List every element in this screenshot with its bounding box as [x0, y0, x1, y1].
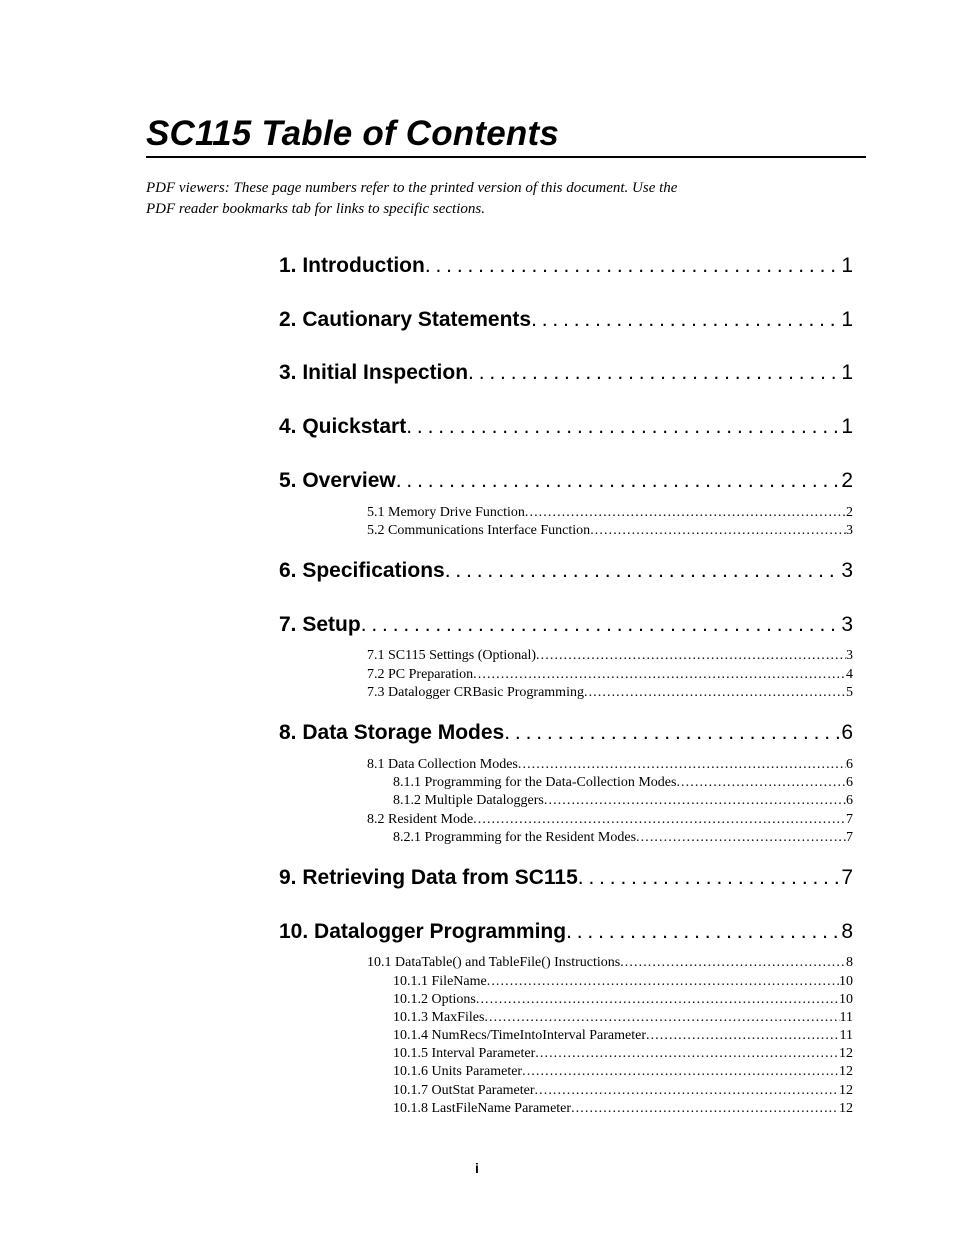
dot-leader	[578, 866, 842, 890]
toc-label: 10.1.7 OutStat Parameter	[393, 1083, 535, 1098]
toc-page: 7	[841, 866, 853, 889]
toc-entry-cautionary-statements[interactable]	[279, 308, 853, 332]
dot-leader	[425, 254, 841, 278]
toc-label: 9. Retrieving Data from SC115	[279, 866, 578, 889]
toc-entry-quickstart[interactable]	[279, 415, 853, 439]
dot-leader	[571, 1101, 839, 1117]
dot-leader	[535, 1083, 839, 1099]
toc-entry-retrieving-data[interactable]	[279, 866, 853, 890]
dot-leader	[676, 775, 846, 791]
toc-label: 7. Setup	[279, 613, 361, 636]
toc-entry-communications-interface-function[interactable]	[367, 523, 853, 539]
dot-leader	[468, 361, 841, 385]
dot-leader	[473, 812, 846, 828]
toc-page: 3	[846, 523, 853, 538]
toc-label: 6. Specifications	[279, 559, 445, 582]
page-title: SC115 Table of Contents	[146, 114, 559, 153]
toc-label: 2. Cautionary Statements	[279, 308, 532, 331]
toc-label: 8.1.2 Multiple Dataloggers	[393, 793, 544, 808]
toc-page: 6	[846, 793, 853, 808]
toc-page: 8	[846, 955, 853, 970]
toc-page: 1	[841, 308, 853, 331]
title-rule	[146, 156, 866, 158]
toc-label: 7.2 PC Preparation	[367, 667, 474, 682]
toc-entry-options[interactable]	[393, 992, 853, 1008]
toc-label: 5.1 Memory Drive Function	[367, 505, 525, 520]
toc-page: 1	[841, 254, 853, 277]
toc-label: 8.1 Data Collection Modes	[367, 757, 518, 772]
toc-page: 7	[846, 830, 853, 845]
toc-entry-lastfilename-parameter[interactable]	[393, 1101, 853, 1117]
toc-entry-setup[interactable]	[279, 613, 853, 637]
dot-leader	[544, 793, 846, 809]
toc-page: 12	[839, 1064, 853, 1079]
toc-entry-crbasic-programming[interactable]	[367, 685, 853, 701]
toc-label: 10.1.5 Interval Parameter	[393, 1046, 536, 1061]
dot-leader	[535, 1046, 839, 1062]
toc-label: 10.1.6 Units Parameter	[393, 1064, 523, 1079]
toc-label: 10.1.4 NumRecs/TimeIntoInterval Parameter	[393, 1028, 646, 1043]
toc-page: 6	[846, 757, 853, 772]
toc-entry-overview[interactable]	[279, 469, 853, 493]
toc-page: 5	[846, 685, 853, 700]
toc-entry-initial-inspection[interactable]	[279, 361, 853, 385]
toc-page: 1	[841, 361, 853, 384]
dot-leader	[566, 920, 841, 944]
toc-label: 10. Datalogger Programming	[279, 920, 567, 943]
toc-page: 3	[846, 648, 853, 663]
dot-leader	[504, 721, 841, 745]
dot-leader	[584, 685, 846, 701]
toc-entry-programming-data-collection[interactable]	[393, 775, 853, 791]
dot-leader	[445, 559, 842, 583]
toc-page: 12	[839, 1046, 853, 1061]
toc-page: 12	[839, 1083, 853, 1098]
toc-entry-units-parameter[interactable]	[393, 1064, 853, 1080]
toc-page: 11	[839, 1028, 853, 1043]
toc-entry-programming-resident-modes[interactable]	[393, 830, 853, 846]
dot-leader	[396, 469, 842, 493]
toc-page: 2	[846, 505, 853, 520]
dot-leader	[476, 992, 839, 1008]
toc-label: 4. Quickstart	[279, 415, 407, 438]
toc-label: 1. Introduction	[279, 254, 425, 277]
toc-entry-maxfiles[interactable]	[393, 1010, 853, 1026]
toc-label: 8. Data Storage Modes	[279, 721, 505, 744]
toc-entry-specifications[interactable]	[279, 559, 853, 583]
toc-entry-data-collection-modes[interactable]	[367, 757, 853, 773]
toc-label: 8.2.1 Programming for the Resident Modes	[393, 830, 637, 845]
dot-leader	[636, 830, 846, 846]
dot-leader	[518, 757, 846, 773]
dot-leader	[473, 667, 846, 683]
dot-leader	[590, 523, 846, 539]
toc-entry-resident-mode[interactable]	[367, 812, 853, 828]
toc-label: 7.1 SC115 Settings (Optional)	[367, 648, 537, 663]
note-line-1: PDF viewers: These page numbers refer to the printed version of this document. Use the	[146, 180, 678, 196]
toc-entry-sc115-settings[interactable]	[367, 648, 853, 664]
toc-page: 8	[841, 920, 853, 943]
toc-label: 10.1.8 LastFileName Parameter	[393, 1101, 572, 1116]
pdf-viewer-note	[146, 178, 846, 219]
toc-page: 6	[841, 721, 853, 744]
toc-page: 11	[839, 1010, 853, 1025]
toc-page: 3	[841, 613, 853, 636]
toc-page: 4	[846, 667, 853, 682]
dot-leader	[487, 974, 839, 990]
dot-leader	[522, 1064, 839, 1080]
dot-leader	[536, 648, 846, 664]
dot-leader	[525, 505, 846, 521]
toc-entry-datalogger-programming[interactable]	[279, 920, 853, 944]
dot-leader	[620, 955, 846, 971]
toc-label: 3. Initial Inspection	[279, 361, 469, 384]
toc-page: 1	[841, 415, 853, 438]
dot-leader	[406, 415, 841, 439]
toc-label: 5.2 Communications Interface Function	[367, 523, 591, 538]
toc-label: 10.1 DataTable() and TableFile() Instructions	[367, 955, 621, 970]
toc-entry-memory-drive-function[interactable]	[367, 505, 853, 521]
toc-page: 7	[846, 812, 853, 827]
toc-page: 2	[841, 469, 853, 492]
dot-leader	[531, 308, 841, 332]
toc-page: 10	[839, 974, 853, 989]
note-line-2: PDF reader bookmarks tab for links to specific sections.	[146, 200, 485, 217]
toc-label: 5. Overview	[279, 469, 396, 492]
toc-entry-outstat-parameter[interactable]	[393, 1083, 853, 1099]
toc-label: 7.3 Datalogger CRBasic Programming	[367, 685, 584, 700]
toc-page: 3	[841, 559, 853, 582]
toc-entry-multiple-dataloggers[interactable]	[393, 793, 853, 809]
toc-entry-numrecs[interactable]	[393, 1028, 853, 1044]
dot-leader	[361, 613, 842, 637]
toc-label: 8.2 Resident Mode	[367, 812, 474, 827]
toc-label: 10.1.3 MaxFiles	[393, 1010, 485, 1025]
toc-label: 10.1.1 FileName	[393, 974, 487, 989]
toc-label: 8.1.1 Programming for the Data-Collection Modes	[393, 775, 677, 790]
toc-label: 10.1.2 Options	[393, 992, 476, 1007]
page-number-footer: i	[475, 1160, 479, 1176]
toc-entry-pc-preparation[interactable]	[367, 667, 853, 683]
toc-entry-filename[interactable]	[393, 974, 853, 990]
toc-page: 10	[839, 992, 853, 1007]
toc-entry-data-storage-modes[interactable]	[279, 721, 853, 745]
toc-entry-interval-parameter[interactable]	[393, 1046, 853, 1062]
toc-page: 12	[839, 1101, 853, 1116]
toc-page: 6	[846, 775, 853, 790]
toc-entry-introduction[interactable]	[279, 254, 853, 278]
dot-leader	[484, 1010, 839, 1026]
toc-entry-datatable-tablefile[interactable]	[367, 955, 853, 971]
dot-leader	[646, 1028, 840, 1044]
